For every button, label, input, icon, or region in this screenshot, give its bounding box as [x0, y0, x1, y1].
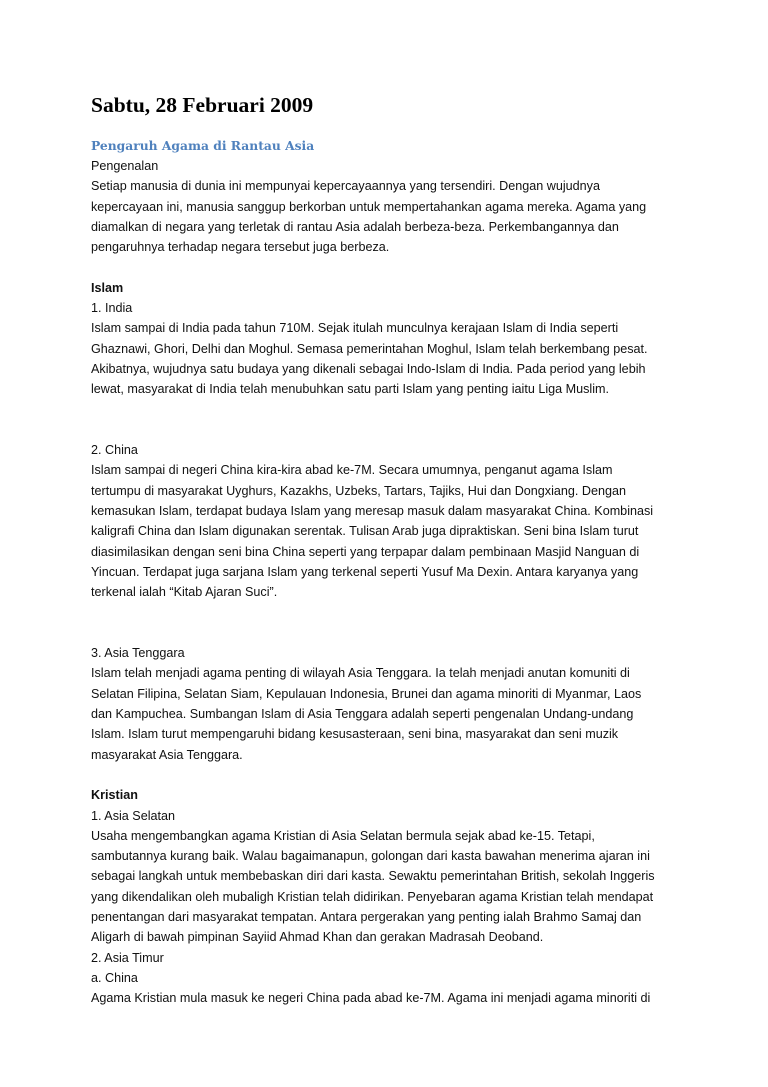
subsection-heading-china: 2. China [91, 443, 138, 458]
paragraph-line: Setiap manusia di dunia ini mempunyai kepercayaannya yang tersendiri. Dengan wujudnya [91, 179, 600, 194]
paragraph-line: diamalkan di negara yang terletak di rantau Asia adalah berbeza-beza. Perkembangannya dan [91, 219, 619, 234]
paragraph-line: Usaha mengembangkan agama Kristian di Asia Selatan bermula sejak abad ke-15. Tetapi, [91, 828, 595, 843]
paragraph-line: Islam sampai di India pada tahun 710M. Sejak itulah munculnya kerajaan Islam di India seperti [91, 321, 619, 336]
spacer [91, 400, 691, 441]
paragraph-line: kemasukan Islam, terdapat budaya Islam yang meresap masuk dalam masyarakat China. Kombinasi [91, 504, 654, 519]
paragraph-line: Islam. Islam turut mempengaruhi bidang kesusasteraan, seni bina, masyarakat dan seni muzik [91, 727, 619, 742]
paragraph-line: sebagai langkah untuk membebaskan diri dari kasta. Sewaktu pemerintahan British, sekolah Inggeris [91, 869, 655, 884]
paragraph-line: Islam telah menjadi agama penting di wilayah Asia Tenggara. Ia telah menjadi anutan komuniti di [91, 666, 630, 681]
paragraph-line: lewat, masyarakat di India telah menubuhkan satu parti Islam yang penting iaitu Liga Muslim. [91, 382, 610, 397]
spacer [91, 603, 691, 644]
paragraph-line: Islam sampai di negeri China kira-kira abad ke-7M. Secara umumnya, penganut agama Islam [91, 463, 613, 478]
paragraph-line: penentangan dari masyarakat tempatan. Antara pergerakan yang penting ialah Brahmo Samaj dan [91, 909, 642, 924]
subsection-heading-asia-selatan: 1. Asia Selatan [91, 808, 176, 823]
paragraph-line: Selatan Filipina, Selatan Siam, Kepulauan Indonesia, Brunei dan agama minoriti di Myanmar, Laos [91, 686, 642, 701]
paragraph-line: dan Kampuchea. Sumbangan Islam di Asia Tenggara adalah seperti pengenalan Undang-undang [91, 707, 634, 722]
paragraph-line: yang dikendalikan oleh mubaligh Kristian telah didirikan. Penyebaran agama Kristian telah mendapat [91, 889, 654, 904]
paragraph-line: Akibatnya, wujudnya satu budaya yang dikenali sebagai Indo-Islam di India. Pada period yang lebih [91, 361, 646, 376]
article-body [91, 156, 691, 1008]
paragraph-line: Ghaznawi, Ghori, Delhi dan Moghul. Semasa pemerintahan Moghul, Islam telah berkembang pesat. [91, 341, 648, 356]
paragraph-line: Agama Kristian mula masuk ke negeri China pada abad ke-7M. Agama ini menjadi agama minoriti di [91, 991, 651, 1006]
spacer [91, 257, 691, 277]
subsection-heading-china: a. China [91, 970, 138, 985]
paragraph-line: pengaruhnya terhadap negara tersebut juga berbeza. [91, 240, 390, 255]
paragraph-line: tertumpu di masyarakat Uyghurs, Kazakhs, Uzbeks, Tartars, Tajiks, Hui dan Dongxiang. Dengan [91, 483, 627, 498]
post-date: Sabtu, 28 Februari 2009 [91, 93, 314, 117]
section-heading-islam: Islam [91, 280, 124, 295]
spacer [91, 765, 691, 785]
subsection-heading-asia-timur: 2. Asia Timur [91, 950, 164, 965]
paragraph-line: kepercayaan ini, manusia sanggup berkorban untuk mempertahankan agama mereka. Agama yang [91, 199, 647, 214]
section-heading-kristian: Kristian [91, 788, 138, 803]
intro-heading: Pengenalan [91, 159, 159, 173]
paragraph-line: Aligarh di bawah pimpinan Sayiid Ahmad Khan dan gerakan Madrasah Deoband. [91, 930, 544, 945]
subsection-heading-asia-tenggara: 3. Asia Tenggara [91, 646, 185, 661]
subsection-heading-india: 1. India [91, 301, 133, 316]
paragraph-line: sambutannya kurang baik. Walau bagaimanapun, golongan dari kasta bawahan menerima ajaran ini [91, 849, 650, 864]
paragraph-line: diasimilasikan dengan seni bina China seperti yang terpapar dalam pembinaan Masjid Nanguan di [91, 544, 640, 559]
paragraph-line: masyarakat Asia Tenggara. [91, 747, 243, 762]
paragraph-line: kaligrafi China dan Islam digunakan serentak. Tulisan Arab juga dipraktiskan. Seni bina Islam turut [91, 524, 639, 539]
post-title: Pengaruh Agama di Rantau Asia [91, 138, 315, 153]
paragraph-line: Yincuan. Terdapat juga sarjana Islam yang terkenal seperti Yusuf Ma Dexin. Antara karyanya yang [91, 564, 639, 579]
paragraph-line: terkenal ialah “Kitab Ajaran Suci”. [91, 585, 278, 600]
